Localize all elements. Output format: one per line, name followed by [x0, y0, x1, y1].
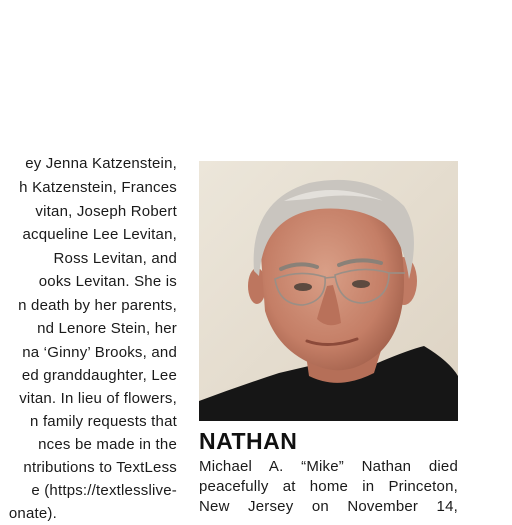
text-line: ed granddaughter, Lee: [21, 367, 177, 384]
portrait-photo: [199, 161, 458, 421]
obituary-surname-heading: NATHAN: [199, 428, 298, 454]
text-line: nd Lenore Stein, her: [37, 320, 177, 337]
left-column-text: [0, 153, 177, 522]
text-line: onate).: [8, 505, 57, 522]
text-line: ey Jenna Katzenstein,: [25, 155, 177, 172]
obituary-column: [199, 161, 458, 515]
text-line: acqueline Lee Levitan,: [22, 226, 177, 243]
obituary-text-line: peacefully at home in Princeton,: [199, 478, 458, 495]
text-line: na ‘Ginny’ Brooks, and: [22, 344, 177, 361]
text-line: ntributions to TextLess: [23, 459, 177, 476]
obituary-text-line: New Jersey on November 14,: [199, 498, 458, 515]
text-line: vitan. In lieu of flowers,: [19, 390, 177, 407]
text-line: vitan, Joseph Robert: [35, 203, 177, 220]
text-line: n death by her parents,: [18, 297, 177, 314]
text-line: h Katzenstein, Frances: [19, 179, 177, 196]
obituary-text-line: Michael A. “Mike” Nathan died: [199, 458, 458, 475]
text-line: Ross Levitan, and: [53, 250, 177, 267]
text-line: nces be made in the: [38, 436, 177, 453]
text-line: n family requests that: [30, 413, 177, 430]
text-line: ooks Levitan. She is: [38, 273, 177, 290]
text-line: e (https://textlesslive-: [31, 482, 177, 499]
